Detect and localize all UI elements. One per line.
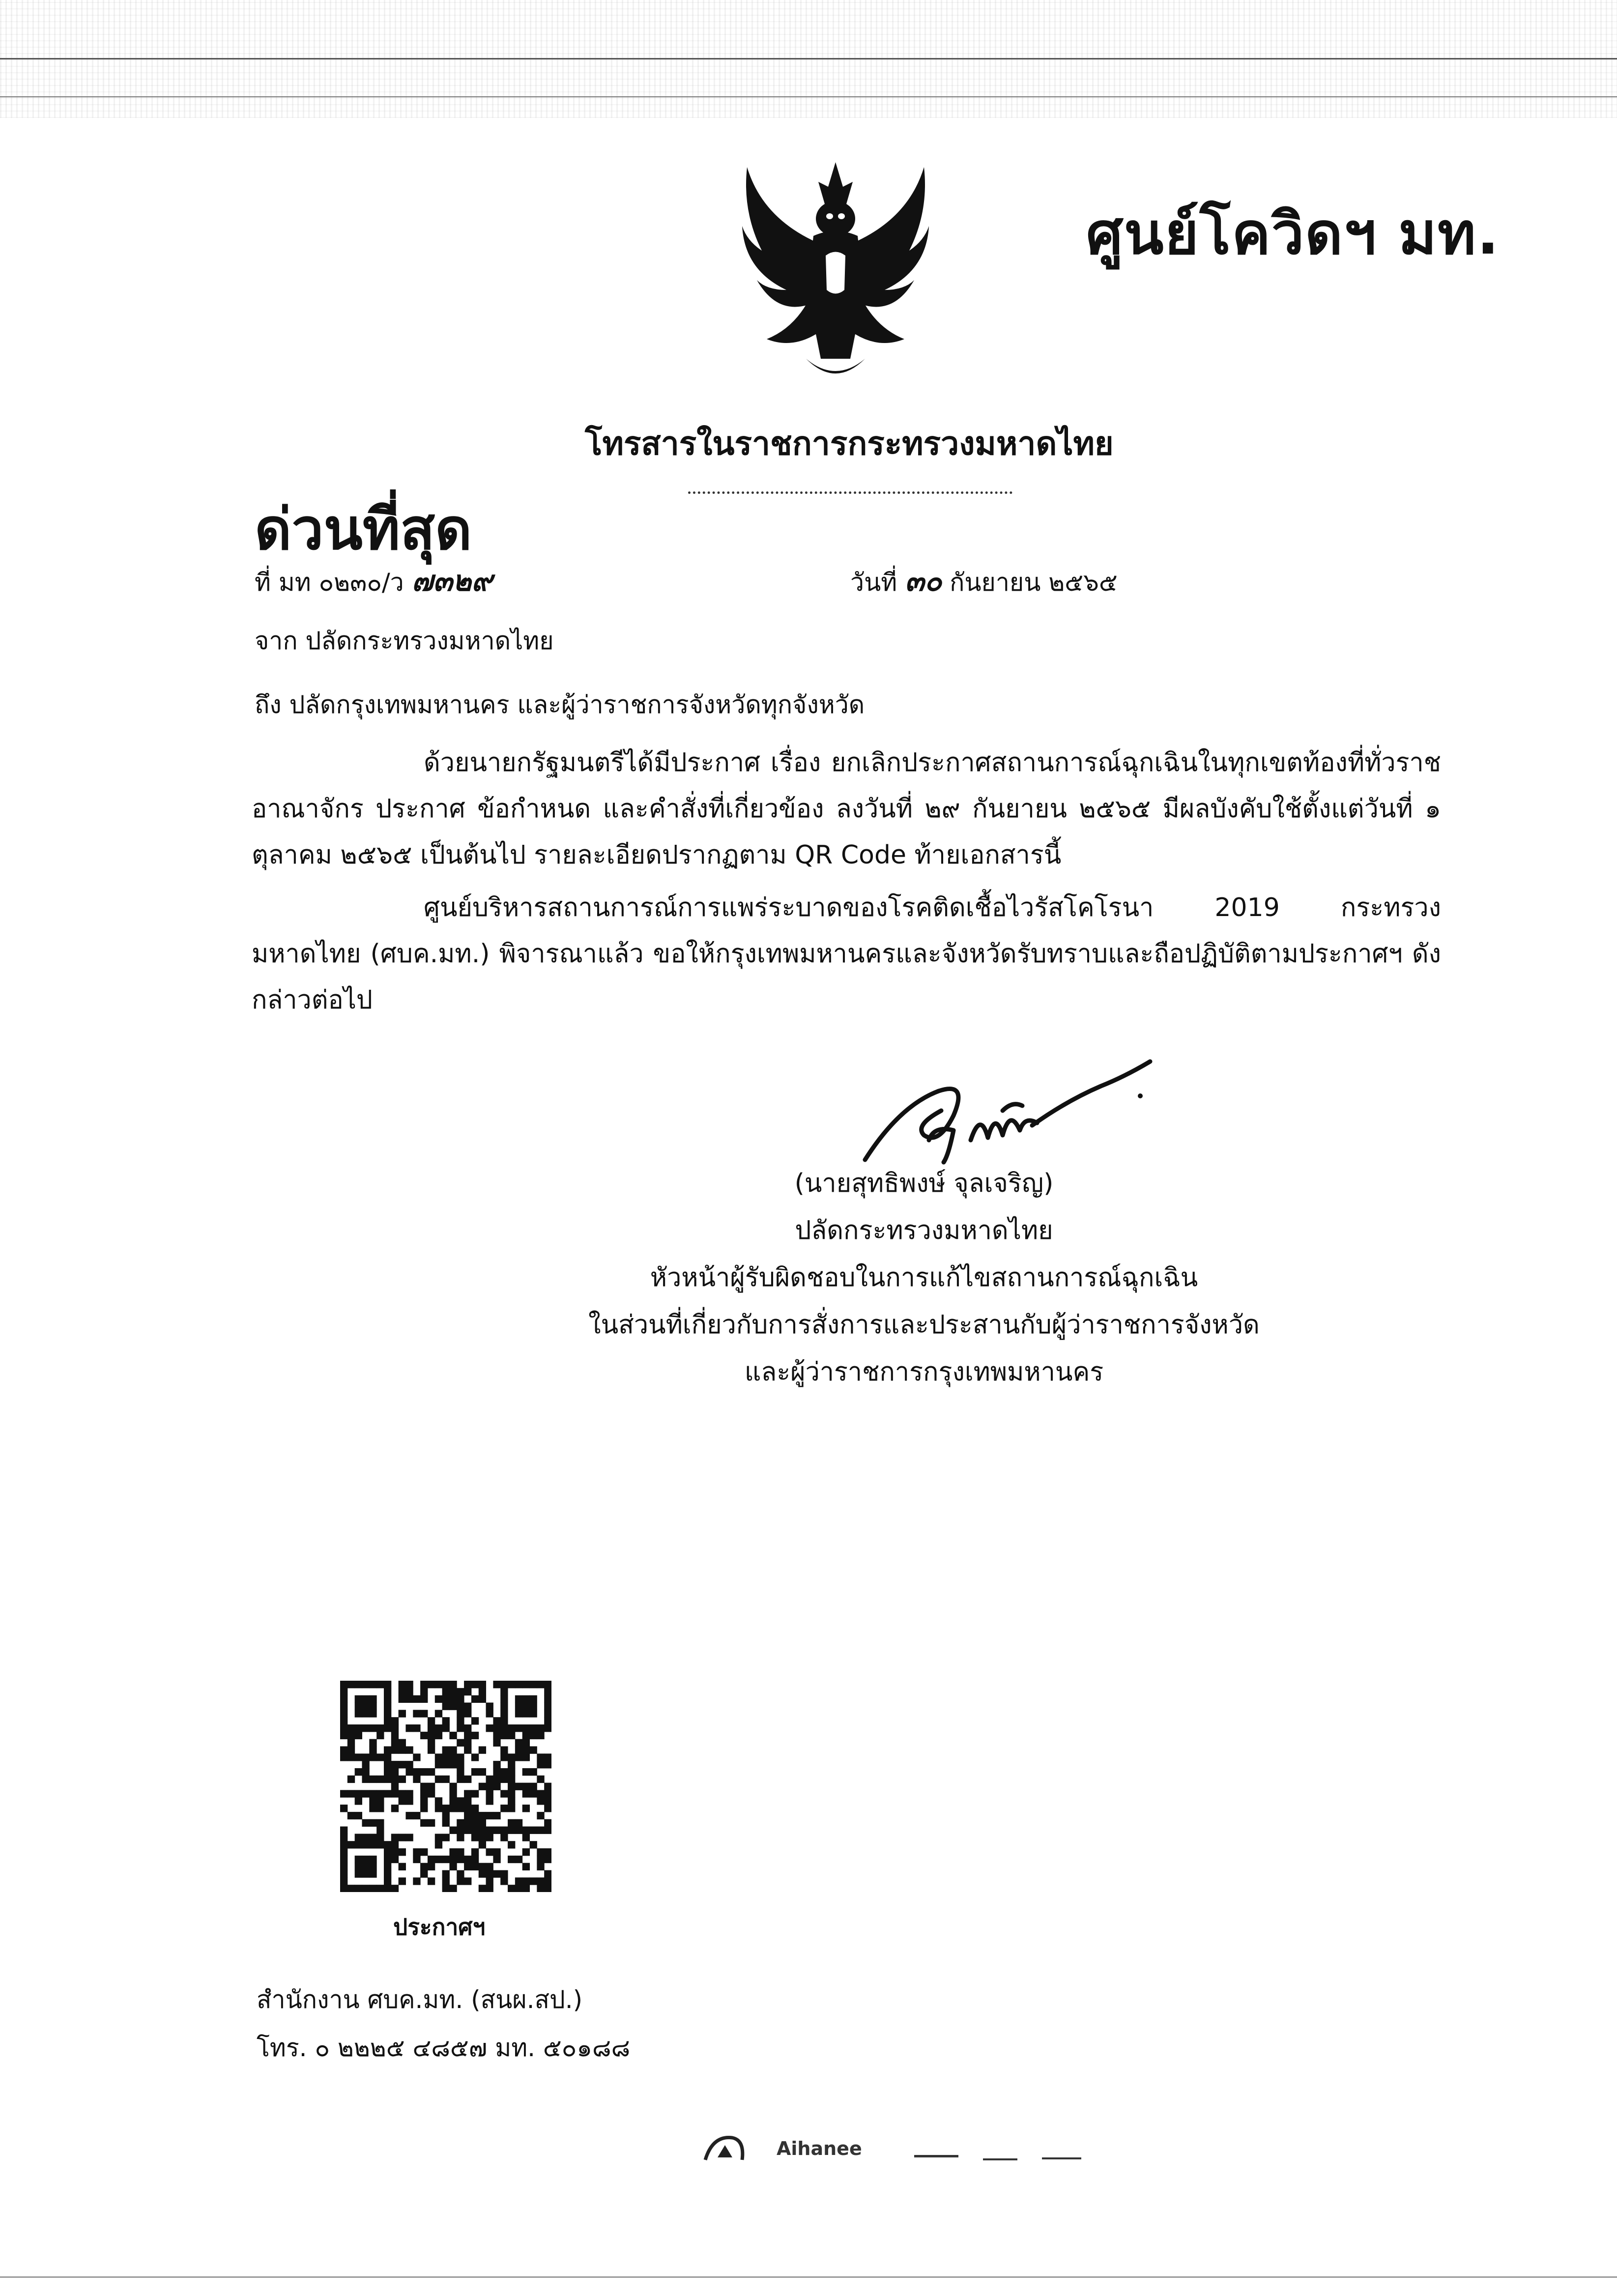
bottom-stamp-mark [1042, 2157, 1081, 2159]
to-line: ถึง ปลัดกรุงเทพมหานคร และผู้ว่าราชการจังหวัดทุกจังหวัด [255, 690, 865, 719]
page-bottom-edge [0, 2276, 1617, 2278]
from-line: จาก ปลัดกระทรวงมหาดไทย [255, 627, 554, 655]
document-type-title: โทรสารในราชการกระทรวงมหาดไทย [585, 425, 1114, 462]
bottom-stamp-mark [914, 2155, 958, 2157]
footer-phone: โทร. ๐ ๒๒๒๕ ๔๘๕๗ มท. ๕๐๑๘๘ [257, 2034, 631, 2062]
signature-block [555, 1160, 1293, 1254]
body-paragraph-2: ศูนย์บริหารสถานการณ์การแพร่ระบาดของโรคติดเชื้อไวรัสโคโรนา 2019 กระทรวงมหาดไทย (ศบค.มท.) พิจารณาแล้ว ขอให้กรุงเทพมหานครและจังหวัดรับทราบและถือปฏิบัติตามประกาศฯ ดังกล่าวต่อไป [252, 893, 1441, 1015]
date-month-year: กันยายน ๒๕๖๕ [950, 568, 1118, 597]
date-prefix: วันที่ [850, 568, 897, 597]
fax-header-line [0, 58, 1617, 59]
qr-code [340, 1681, 551, 1892]
signer-roles [442, 1254, 1406, 1396]
signer-role-line-2: ในส่วนที่เกี่ยวกับการสั่งการและประสานกับผู้ว่าราชการจังหวัด [588, 1310, 1260, 1340]
covid-center-header: ศูนย์โควิดฯ มท. [1086, 200, 1500, 267]
reference-line [255, 558, 492, 603]
garuda-emblem-icon [732, 157, 939, 383]
date-day: ๓๐ [905, 564, 942, 598]
footer-block [257, 1976, 630, 2072]
body-paragraph-1: ด้วยนายกรัฐมนตรีได้มีประกาศ เรื่อง ยกเลิกประกาศสถานการณ์ฉุกเฉินในทุกเขตท้องที่ทั่วราชอาณาจักร ประกาศ ข้อกำหนด และคำสั่งที่เกี่ยวข้อง ลงวันที่ ๒๙ กันยายน ๒๕๖๕ มีผลบังคับใช้ตั้งแต่วันที่ ๑ ตุลาคม ๒๕๖๕ เป็นต้นไป รายละเอียดปรากฏตาม QR Code ท้ายเอกสารนี้ [252, 748, 1441, 870]
reference-number: ๗๓๒๙ [411, 564, 492, 598]
urgency-label: ด่วนที่สุด [255, 496, 472, 563]
printer-logo-icon [703, 2133, 747, 2162]
title-dotted-underline [688, 487, 1012, 494]
footer-office: สำนักงาน ศบค.มท. (สนผ.สป.) [257, 1985, 583, 2014]
bottom-stamp-mark [983, 2152, 1017, 2160]
reference-prefix: ที่ มท ๐๒๓๐/ว [255, 568, 404, 597]
signature-image [855, 1052, 1160, 1170]
date-line [850, 558, 1118, 603]
signer-position: ปลัดกระทรวงมหาดไทย [795, 1216, 1053, 1245]
signer-name: (นายสุทธิพงษ์ จุลเจริญ) [794, 1169, 1054, 1198]
signer-role-line-1: หัวหน้าผู้รับผิดชอบในการแก้ไขสถานการณ์ฉุกเฉิน [650, 1263, 1198, 1292]
qr-caption: ประกาศฯ [393, 1914, 486, 1940]
fax-header-line [0, 96, 1617, 97]
bottom-stamp-brand: Aihanee [777, 2138, 862, 2159]
signer-role-line-3: และผู้ว่าราชการกรุงเทพมหานคร [744, 1357, 1104, 1387]
